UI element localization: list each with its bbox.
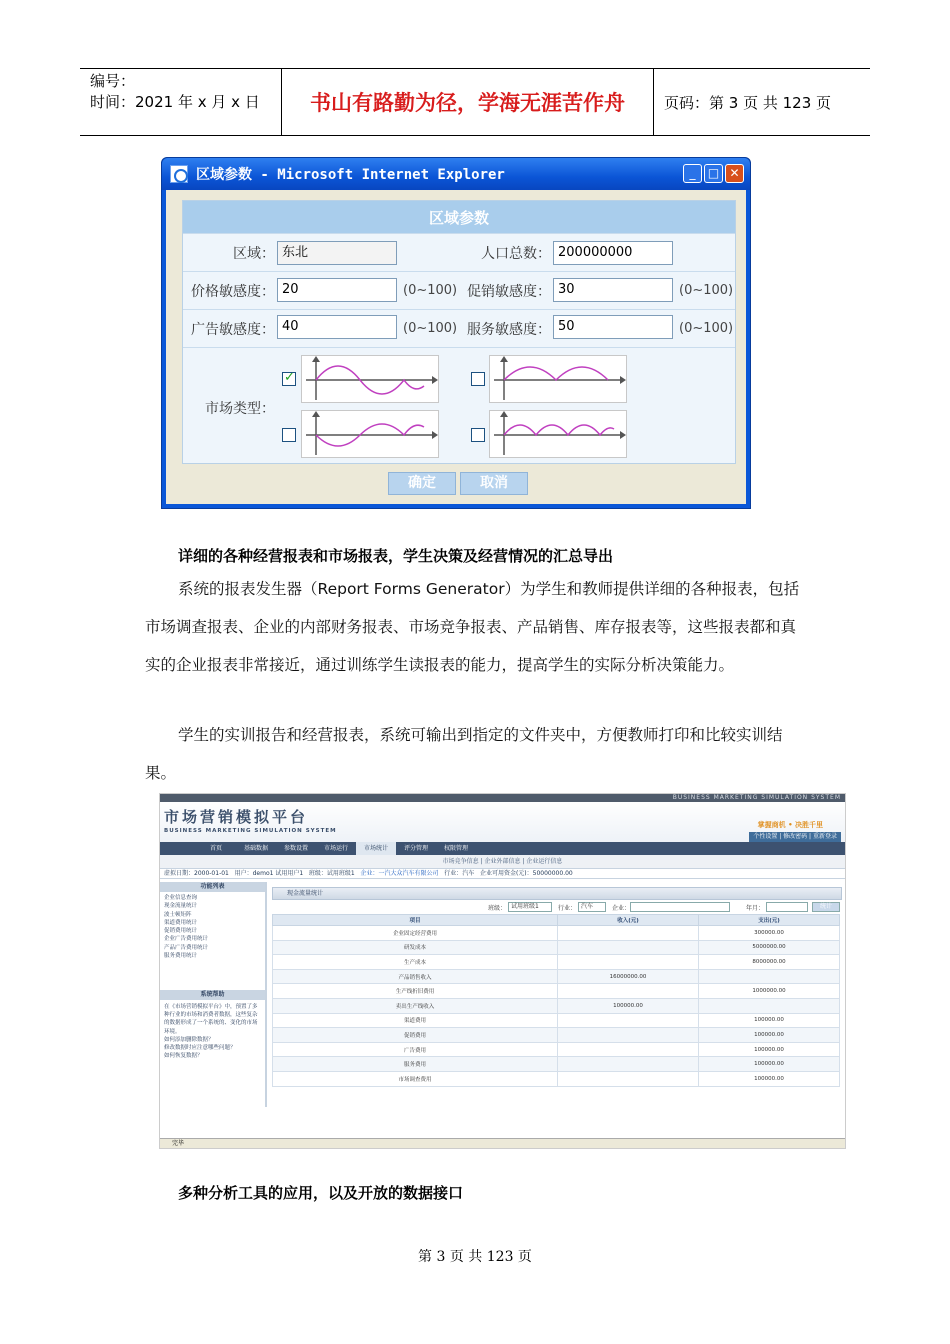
header-page-number: 页码：第 3 页 共 123 页 <box>664 93 832 112</box>
status-text: 完毕 <box>172 1140 185 1147</box>
cell-item: 市场调查费用 <box>273 1071 558 1086</box>
inverse-sine-wave-icon <box>301 410 439 458</box>
nav-item-scoring[interactable]: 评分管理 <box>403 845 428 852</box>
cell-item: 生产成本 <box>273 955 558 970</box>
sidebar-item[interactable]: 企业信息查询 <box>164 895 198 901</box>
paragraph-text: 系统的报表发生器（Report Forms Generator）为学生和教师提供详细的各种报表，包括市场调查报表、企业的内部财务报表、市场竞争报表、产品销售、库存报表等，这些报表都和真实的企业报表非常接近，通过训练学生读报表的能力，提高学生的实际分析决策能力。 <box>145 580 800 674</box>
cell-expense: 100000.00 <box>699 1071 840 1086</box>
sidebar-item[interactable]: 波士顿矩阵 <box>164 911 192 918</box>
table-row <box>273 984 840 999</box>
col-header-income: 收入(元) <box>558 915 699 926</box>
cell-item: 卖出生产线收入 <box>273 998 558 1013</box>
dialog-titlebar <box>162 158 750 190</box>
maximize-icon[interactable]: □ <box>704 164 723 183</box>
table-row <box>273 1057 840 1072</box>
table-row <box>273 998 840 1013</box>
app-sub-nav[interactable]: 市场竞争信息 | 企业外部信息 | 企业运行信息 <box>160 855 845 868</box>
cell-income <box>558 955 699 970</box>
app-top-strip: BUSINESS MARKETING SIMULATION SYSTEM <box>160 794 845 802</box>
dialog-body <box>166 190 746 504</box>
nav-item-market-stats[interactable]: 市场统计 <box>356 842 396 855</box>
col-header-expense: 支出(元) <box>699 915 840 926</box>
cell-item: 促销费用 <box>273 1028 558 1043</box>
ad-sensitivity-label: 广告敏感度： <box>191 322 275 338</box>
service-sensitivity-field[interactable]: 50 <box>553 315 673 339</box>
table-row <box>273 1028 840 1043</box>
app-logo-english: BUSINESS MARKETING SIMULATION SYSTEM <box>164 828 337 834</box>
form-row-region <box>183 233 735 271</box>
dialog-window-title: 区域参数 - Microsoft Internet Explorer <box>196 167 505 183</box>
help-link[interactable]: 如何添加删除数据？ <box>164 1036 214 1043</box>
cell-income <box>558 1013 699 1028</box>
cell-income <box>558 1071 699 1086</box>
app-info-bar <box>160 868 845 879</box>
cell-item: 生产线折旧费用 <box>273 984 558 999</box>
minimize-icon[interactable]: _ <box>683 164 702 183</box>
app-main-nav <box>160 842 845 855</box>
table-row <box>273 926 840 941</box>
market-type-checkbox-1[interactable] <box>282 372 296 386</box>
help-link[interactable]: 修改数据时应注意哪些问题？ <box>164 1045 236 1052</box>
table-row <box>273 1042 840 1057</box>
stat-button[interactable]: 统计 <box>812 902 840 912</box>
region-params-dialog <box>161 157 751 509</box>
section-heading-reports: 详细的各种经营报表和市场报表，学生决策及经营情况的汇总导出 <box>178 547 614 565</box>
filter-company-input[interactable] <box>630 902 730 912</box>
sidebar-item[interactable]: 促销费用统计 <box>164 928 198 935</box>
filter-bar <box>272 900 842 914</box>
filter-month-input[interactable] <box>766 902 808 912</box>
header-motto: 书山有路勤为径，学海无涯苦作舟 <box>282 69 654 135</box>
sidebar-title: 功能列表 <box>160 882 265 892</box>
table-row <box>273 955 840 970</box>
section-heading-tools: 多种分析工具的应用，以及开放的数据接口 <box>178 1184 464 1202</box>
code-label: 编号： <box>90 72 136 90</box>
cell-expense: 5000000.00 <box>699 940 840 955</box>
market-type-checkbox-2[interactable] <box>471 372 485 386</box>
market-type-checkbox-3[interactable] <box>282 428 296 442</box>
cell-expense: 1000000.00 <box>699 984 840 999</box>
promo-range-hint: (0~100) <box>679 283 734 298</box>
promo-sensitivity-label: 促销敏感度： <box>467 284 551 300</box>
info-user: 用户：demo1 试用用户1 <box>234 870 304 877</box>
app-top-links[interactable]: 个性设置 | 修改密码 | 重新登录 <box>749 832 841 842</box>
table-row <box>273 1013 840 1028</box>
nav-item-params[interactable]: 参数设置 <box>283 845 308 852</box>
app-sidebar <box>160 882 267 1107</box>
app-slogan: 掌握商机 • 决胜千里 <box>757 821 823 829</box>
region-label: 区域： <box>233 246 275 262</box>
cell-income <box>558 926 699 941</box>
region-field[interactable]: 东北 <box>277 241 397 265</box>
triple-hump-wave-icon <box>489 410 627 458</box>
col-header-item: 项目 <box>273 915 558 926</box>
ie-icon <box>170 165 188 183</box>
filter-month-label: 年月： <box>746 905 765 912</box>
form-title: 区域参数 <box>183 201 735 233</box>
nav-item-market-run[interactable]: 市场运行 <box>323 845 348 852</box>
service-sensitivity-label: 服务敏感度： <box>467 322 551 338</box>
cell-expense <box>699 969 840 984</box>
cell-expense: 100000.00 <box>699 1013 840 1028</box>
cell-expense: 100000.00 <box>699 1057 840 1072</box>
cell-income <box>558 984 699 999</box>
cell-income <box>558 1057 699 1072</box>
form-row-ad-service <box>183 309 735 347</box>
cell-item: 渠道费用 <box>273 1013 558 1028</box>
nav-item-permissions[interactable]: 权限管理 <box>443 845 468 852</box>
cell-income <box>558 1042 699 1057</box>
close-icon[interactable]: ✕ <box>725 164 744 183</box>
browser-status-bar <box>160 1138 845 1148</box>
population-field[interactable]: 200000000 <box>553 241 673 265</box>
filter-company-label: 企业： <box>612 905 631 912</box>
ad-sensitivity-field[interactable]: 40 <box>277 315 397 339</box>
promo-sensitivity-field[interactable]: 30 <box>553 278 673 302</box>
region-form <box>182 200 736 464</box>
filter-industry-label: 行业： <box>558 905 577 912</box>
price-sensitivity-field[interactable]: 20 <box>277 278 397 302</box>
sidebar-item[interactable]: 企业广告费用统计 <box>164 936 209 943</box>
info-funds: 企业可用资金(元)：50000000.00 <box>479 870 573 877</box>
nav-item-basic-data[interactable]: 基础数据 <box>243 845 268 852</box>
cell-item: 广告费用 <box>273 1042 558 1057</box>
nav-item-home[interactable]: 首页 <box>209 845 222 852</box>
cell-item: 服务费用 <box>273 1057 558 1072</box>
price-range-hint: (0~100) <box>403 283 458 298</box>
table-row <box>273 969 840 984</box>
panel-title: 现金流量统计 <box>272 887 842 900</box>
ad-range-hint: (0~100) <box>403 321 458 336</box>
app-banner <box>160 802 845 842</box>
sidebar-item[interactable]: 渠道费用统计 <box>164 919 198 926</box>
filter-industry-select[interactable]: 汽车 <box>578 902 606 912</box>
market-type-label: 市场类型： <box>205 401 275 417</box>
info-industry: 行业：汽车 <box>444 870 475 877</box>
double-hump-wave-icon <box>489 355 627 403</box>
sidebar-item[interactable]: 产品广告费用统计 <box>164 944 209 951</box>
window-controls <box>683 164 744 183</box>
app-main-panel <box>272 887 842 1102</box>
price-sensitivity-label: 价格敏感度： <box>191 284 275 300</box>
cell-income <box>558 940 699 955</box>
market-type-checkbox-4[interactable] <box>471 428 485 442</box>
table-header-row <box>273 915 840 926</box>
cell-item: 企业固定经营费用 <box>273 926 558 941</box>
cell-income: 100000.00 <box>558 998 699 1013</box>
cell-expense: 300000.00 <box>699 926 840 941</box>
form-row-market-type <box>183 347 735 465</box>
cell-income: 16000000.00 <box>558 969 699 984</box>
page-header <box>80 68 870 136</box>
cell-expense: 100000.00 <box>699 1042 840 1057</box>
sidebar-list <box>160 892 265 990</box>
app-logo: 市场营销模拟平台 <box>164 808 309 826</box>
sidebar-item[interactable]: 服务费用统计 <box>164 953 198 960</box>
sine-wave-icon <box>301 355 439 403</box>
paragraph-text: 学生的实训报告和经营报表，系统可输出到指定的文件夹中，方便教师打印和比较实训结果。 <box>145 726 783 782</box>
population-label: 人口总数： <box>481 246 551 262</box>
cashflow-table <box>272 914 840 1087</box>
marketing-platform-screenshot <box>159 793 846 1149</box>
cell-income <box>558 1028 699 1043</box>
cell-item: 研发成本 <box>273 940 558 955</box>
cell-expense: 100000.00 <box>699 1028 840 1043</box>
info-class: 班级：试用班级1 <box>308 870 355 877</box>
page-footer: 第 3 页 共 123 页 <box>418 1249 532 1265</box>
cell-expense: 8000000.00 <box>699 955 840 970</box>
filter-class-label: 班级： <box>488 905 507 912</box>
paragraph-report-generator <box>145 570 809 684</box>
help-title: 系统帮助 <box>160 990 265 1000</box>
cell-expense <box>699 998 840 1013</box>
help-link[interactable]: 如何恢复数据？ <box>164 1053 203 1060</box>
info-company: 企业：一汽大众汽车有限公司 <box>360 870 439 877</box>
table-row <box>273 940 840 955</box>
info-date: 虚拟日期：2000-01-01 <box>164 870 229 877</box>
date-text: 时间：2021 年 x 月 x 日 <box>90 93 260 111</box>
filter-class-select[interactable]: 试用班级1 <box>508 902 552 912</box>
help-text: 在《市场营销模拟平台》中，预置了多种行业的市场和消费者数据，这些复杂的数据形成了一个系统的、变化的市场环境。 <box>164 1004 258 1035</box>
service-range-hint: (0~100) <box>679 321 734 336</box>
help-panel <box>160 1000 265 1063</box>
header-left-cell <box>80 69 282 135</box>
sidebar-item[interactable]: 现金流量统计 <box>164 903 198 910</box>
form-row-price-promo <box>183 271 735 309</box>
cell-item: 产品销售收入 <box>273 969 558 984</box>
table-row <box>273 1071 840 1086</box>
ok-button[interactable]: 确定 <box>388 472 456 495</box>
paragraph-report-export <box>145 716 809 792</box>
cancel-button[interactable]: 取消 <box>460 472 528 495</box>
